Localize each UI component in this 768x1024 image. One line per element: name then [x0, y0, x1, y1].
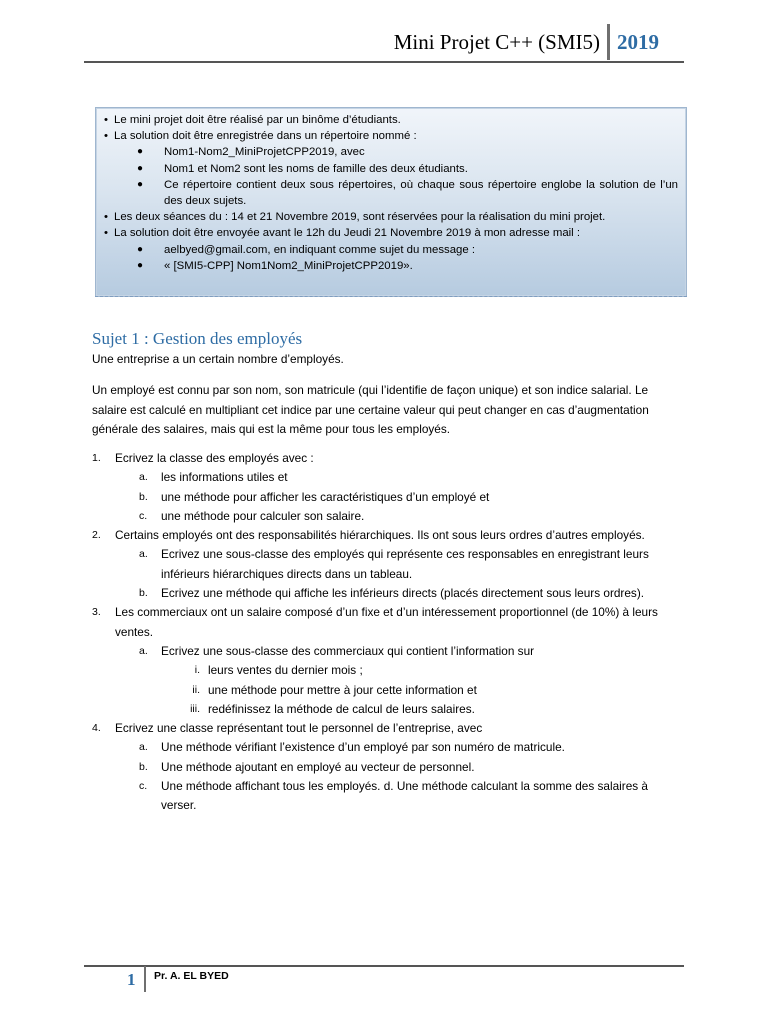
subject-intro: Une entreprise a un certain nombre d’employés. [92, 352, 344, 366]
bullet-icon: ● [137, 178, 144, 190]
bullet-icon: ● [137, 162, 144, 174]
bullet-icon: ● [137, 243, 144, 255]
footer-rule [84, 965, 684, 967]
question-subitem: a. Une méthode vérifiant l’existence d’un employé par son numéro de matricule. [139, 740, 565, 755]
info-item: • La solution doit être envoyée avant le 12h du Jeudi 21 Novembre 2019 à mon adresse mail : [104, 227, 581, 240]
question-subitem: c. une méthode pour calculer son salaire. [139, 508, 365, 523]
question-item: 1. Ecrivez la classe des employés avec : [92, 451, 314, 465]
header-divider [607, 24, 610, 60]
question-subsubitem: i. leurs ventes du dernier mois ; [194, 663, 363, 678]
question-subitem: a. Ecrivez une sous-classe des employés qui représente ces responsables en enregistrant leurs inférieurs hiérarchiques directs dans un tableau. [139, 547, 649, 581]
info-subitem: ● « [SMI5-CPP] Nom1Nom2_MiniProjetCPP2019». [104, 258, 678, 274]
instructions-box [95, 107, 687, 297]
question-item: 4. Ecrivez une classe représentant tout le personnel de l’entreprise, avec [92, 721, 483, 736]
question-subitem: b. Une méthode ajoutant en employé au vecteur de personnel. [139, 759, 475, 774]
bullet-icon: ● [137, 146, 144, 158]
info-subitem: ● Nom1-Nom2_MiniProjetCPP2019, avec [104, 144, 678, 160]
questions-list [92, 449, 686, 816]
footer-author: Pr. A. EL BYED [154, 970, 229, 982]
subject-title: Sujet 1 : Gestion des employés [92, 329, 303, 348]
header-rule [84, 61, 684, 63]
bullet-icon: ● [137, 259, 144, 271]
info-item: • La solution doit être enregistrée dans un répertoire nommé : [104, 130, 417, 143]
question-subitem: a. les informations utiles et [139, 470, 288, 485]
box-dashed-edge [95, 296, 687, 297]
info-subitem: ● Ce répertoire contient deux sous répertoires, où chaque sous répertoire englobe la solution de l’un des deux sujets. [137, 178, 678, 208]
info-item: • Le mini projet doit être réalisé par un binôme d’étudiants. [104, 114, 401, 126]
header-title: Mini Projet C++ (SMI5) [393, 30, 600, 54]
question-subsubitem: iii. redéfinissez la méthode de calcul de leurs salaires. [190, 701, 475, 716]
info-subitem: ● aelbyed@gmail.com, en indiquant comme sujet du message : [104, 242, 678, 258]
question-subitem: b. une méthode pour afficher les caractéristiques d’un employé et [139, 489, 490, 504]
header-year: 2019 [617, 30, 659, 54]
question-item: 2. Certains employés ont des responsabilités hiérarchiques. Ils ont sous leurs ordres d’autres employés. [92, 528, 645, 543]
question-item: 3. Les commerciaux ont un salaire composé d’un fixe et d’un intéressement proportionnel (de 10%) à leurs ventes. [92, 605, 658, 639]
question-subsubitem: ii. une méthode pour mettre à jour cette information et [192, 682, 477, 697]
subject-paragraph: Un employé est connu par son nom, son matricule (qui l’identifie de façon unique) et son indice salarial. Le salaire est calculé en multipliant cet indice par une certaine valeur qui peut changer en cas d’augmentation générale des salaires, mais qui est la même pour tous les employés. [92, 383, 649, 436]
question-subitem: b. Ecrivez une méthode qui affiche les inférieurs directs (placés directement sous leurs ordres). [139, 586, 645, 601]
info-item: • Les deux séances du : 14 et 21 Novembre 2019, sont réservées pour la réalisation du mini projet. [104, 211, 606, 224]
question-subitem: c. Une méthode affichant tous les employés. d. Une méthode calculant la somme des salaires à verser. [139, 779, 648, 813]
footer-divider [144, 966, 146, 992]
question-subitem: a. Ecrivez une sous-classe des commerciaux qui contient l’information sur [139, 643, 535, 658]
page-number: 1 [127, 970, 136, 989]
info-subitem: ● Nom1 et Nom2 sont les noms de famille des deux étudiants. [104, 161, 678, 177]
